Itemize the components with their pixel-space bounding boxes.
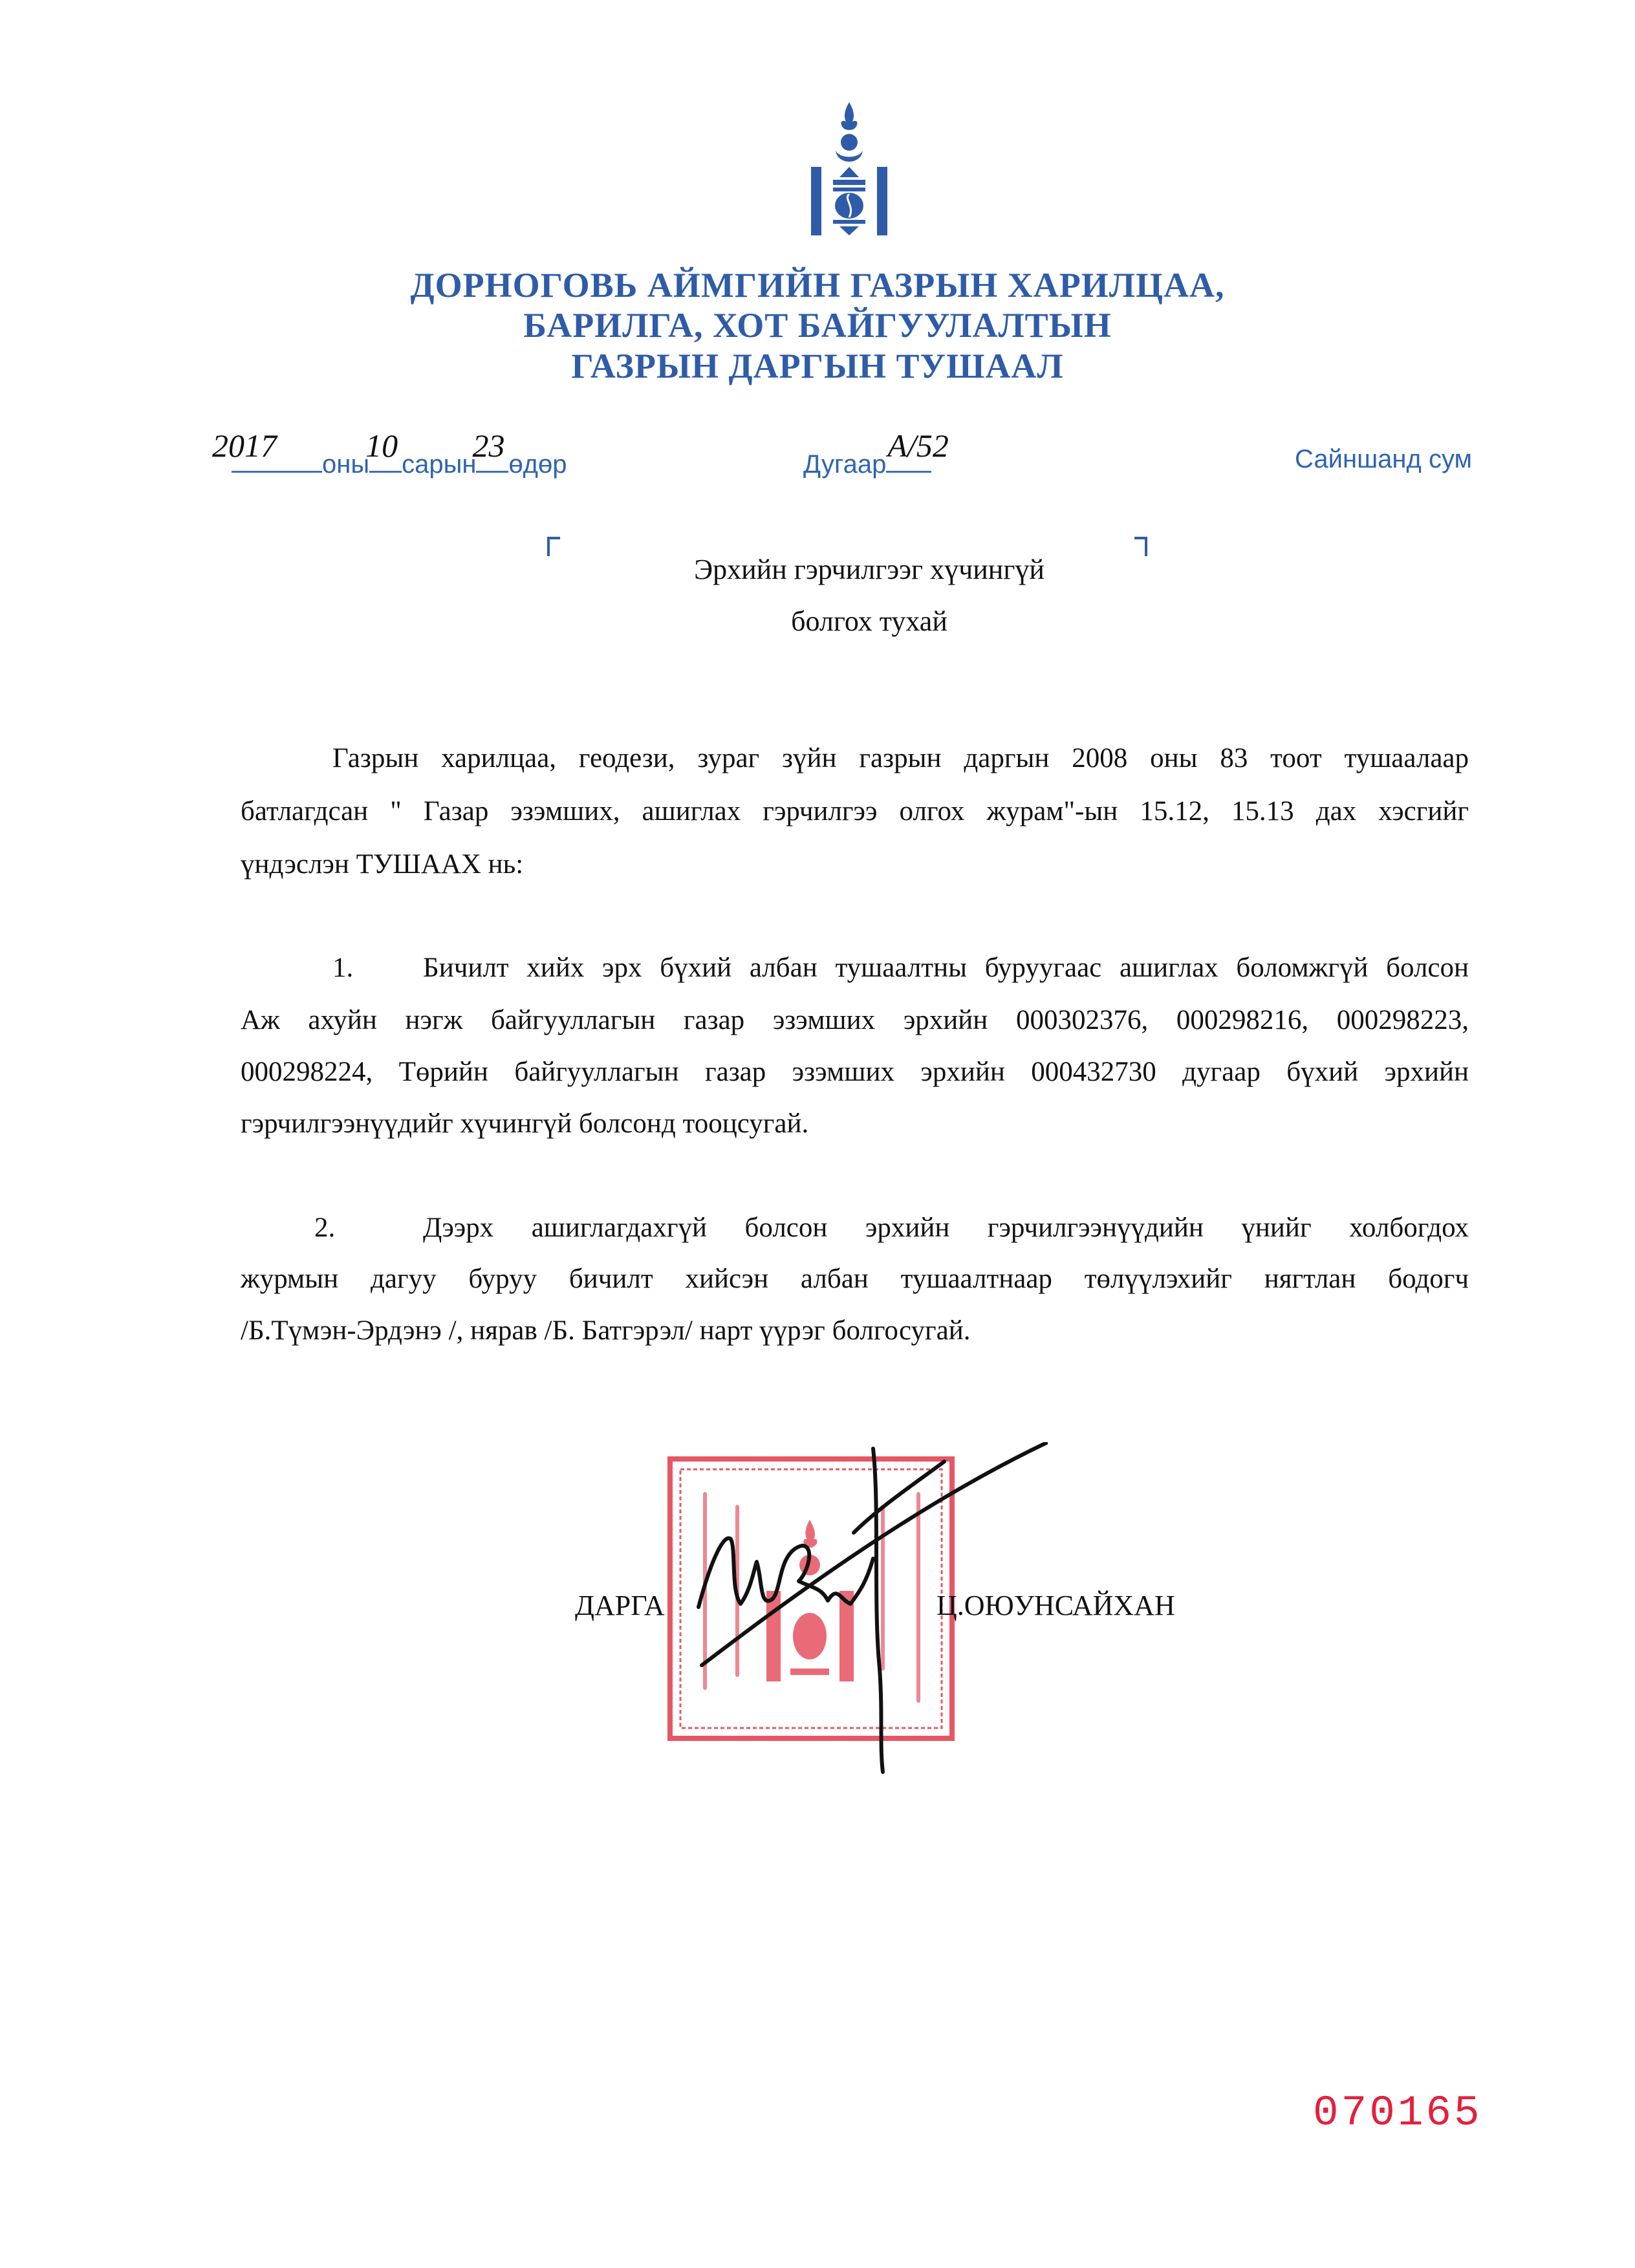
item-1-line: Аж ахуйн нэгж байгууллагын газар эзэмших эрхийн 000302376, 000298216, 000298223, [241, 1005, 1469, 1035]
signatory-name: Ц.ОЮУНСАЙХАН [937, 1590, 1175, 1621]
subject-line-2: болгох тухай [791, 605, 947, 637]
year-handwritten: 2017 [212, 427, 277, 464]
day-label: өдөр [508, 450, 567, 479]
header-line-2: БАРИЛГА, ХОТ БАЙГУУЛАЛТЫН [523, 306, 1112, 345]
year-label: оны [322, 450, 370, 479]
handwritten-signature [686, 1442, 1048, 1778]
header-line-1: ДОРНОГОВЬ АЙМГИЙН ГАЗРЫН ХАРИЛЦАА, [410, 266, 1225, 305]
day-handwritten: 23 [472, 427, 505, 464]
month-blank [365, 427, 402, 473]
subject-line-1: Эрхийн гэрчилгээг хүчингүй [694, 554, 1045, 585]
item-2-number: 2. [314, 1213, 336, 1243]
number-label: Дугаар [803, 450, 887, 479]
item-1-line: 000298224, Төрийн байгууллагын газар эзэмших эрхийн 000432730 дугаар бүхий эрхийн [241, 1057, 1469, 1087]
item-1-number: 1. [332, 953, 354, 983]
number-blank [886, 427, 949, 473]
state-emblem-icon [811, 102, 887, 235]
item-2-line: журмын дагуу буруу бичилт хийсэн албан тушаалтнаар төлүүлэхийг нягтлан бодогч [241, 1264, 1469, 1294]
signatory-title: ДАРГА [575, 1590, 665, 1621]
day-blank [472, 427, 508, 473]
year-blank [212, 427, 322, 473]
item-2-line: Дээрх ашиглагдахгүй болсон эрхийн гэрчилгээнүүдийн үнийг холбогдох [423, 1213, 1469, 1243]
order-number-field [803, 427, 949, 479]
number-handwritten: А/52 [887, 427, 949, 464]
serial-number: 070165 [1313, 2089, 1482, 2137]
month-handwritten: 10 [365, 427, 398, 464]
preamble-line: батлагдсан " Газар эзэмших, ашиглах гэрчилгээ олгох журам"-ын 15.12, 15.13 дах хэсгийг [241, 796, 1469, 826]
preamble-line: үндэслэн ТУШААХ нь: [241, 849, 524, 880]
item-2-line: /Б.Түмэн-Эрдэнэ /, нярав /Б. Батгэрэл/ нарт үүрэг болгосугай. [241, 1315, 971, 1346]
date-field [212, 427, 567, 479]
preamble-line: Газрын харилцаа, геодези, зураг зүйн газрын даргын 2008 оны 83 тоот тушаалаар [332, 743, 1469, 773]
place-label: Сайншанд сум [1295, 445, 1472, 473]
item-1-line: Бичилт хийх эрх бүхий албан тушаалтны буруугаас ашиглах боломжгүй болсон [423, 953, 1469, 983]
header-line-3: ГАЗРЫН ДАРГЫН ТУШААЛ [571, 347, 1064, 385]
item-1-line: гэрчилгээнүүдийг хүчингүй болсонд тооцсугай. [241, 1108, 809, 1139]
month-label: сарын [402, 450, 477, 479]
